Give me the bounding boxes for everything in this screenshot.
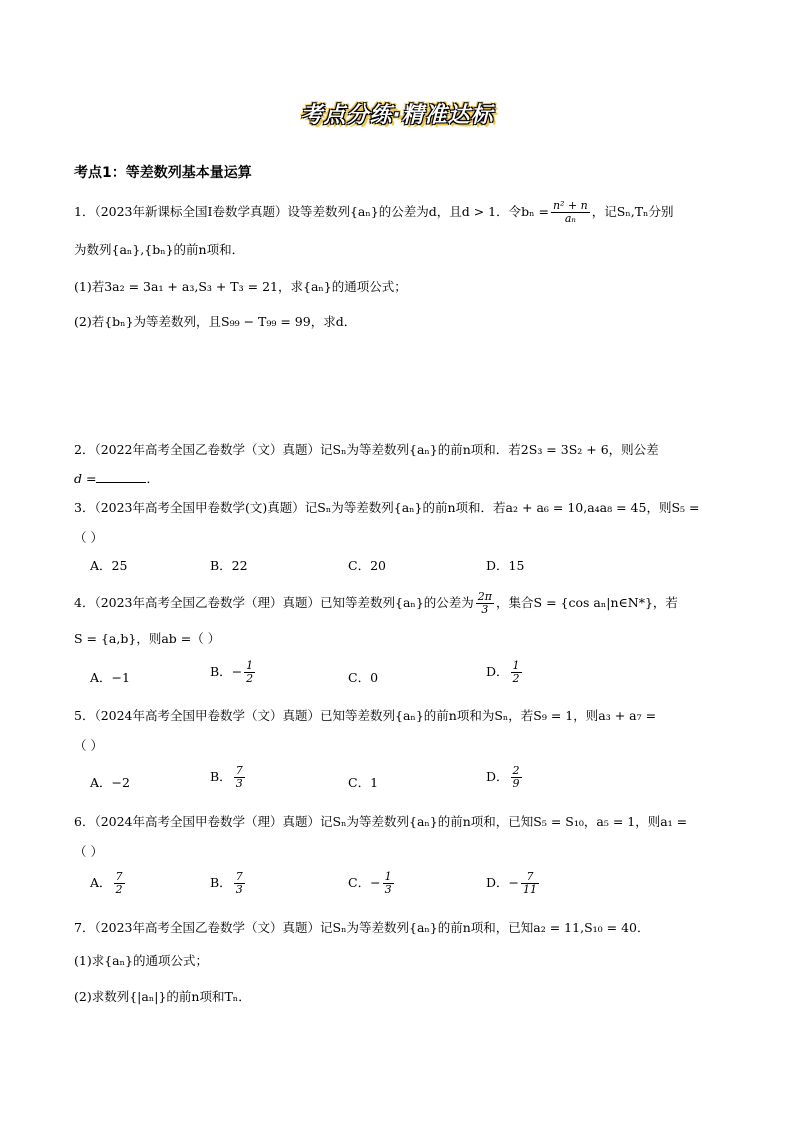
option-label: C． [348,875,371,890]
question-2-line-2 [74,470,734,488]
question-5-option-c[interactable] [348,774,378,792]
question-3-option-d[interactable]: D．15 [486,558,525,573]
fraction-numerator: 2π [477,590,493,603]
question-6-option-d[interactable] [486,871,541,896]
fraction-numerator: 1 [246,659,254,672]
question-3-option-c[interactable]: C．20 [348,558,386,573]
option-fraction [114,871,125,896]
question-1-text: 1．（2023年新课标全国Ⅰ卷数学真题）设等差数列{aₙ}的公差为d，且d > 1．令bₙ = [74,204,549,219]
question-5-option-a[interactable] [90,774,130,792]
fraction-numerator: 1 [384,870,392,883]
fraction-denominator: aₙ [564,212,576,225]
question-7-line-1: 7．（2023年高考全国乙卷数学（文）真题）记Sₙ为等差数列{aₙ}的前n项和，已知a₂ = 11,S₁₀ = 40． [74,920,650,935]
question-6-paren: （ ） [74,844,103,859]
option-value: −1 [111,670,130,685]
question-5-option-d[interactable] [486,765,524,790]
fraction-denominator: 11 [523,883,538,896]
option-label: B． [210,875,232,890]
fraction-numerator: 1 [512,659,520,672]
answer-blank[interactable] [96,470,146,483]
option-label: C． [348,670,371,685]
option-fraction [521,871,539,896]
question-5-option-b[interactable] [210,765,247,790]
fraction-denominator: 2 [246,672,254,685]
option-value: 0 [370,670,379,685]
option-sign: − [370,875,381,890]
question-1-fraction [551,200,590,225]
option-label: D． [486,664,509,679]
question-7-part-1: (1)求{aₙ}的通项公式； [74,953,208,968]
question-6-line-1: 6．（2024年高考全国甲卷数学（理）真题）记Sₙ为等差数列{aₙ}的前n项和，已知S₅ = S₁₀，a₅ = 1，则a₁ = [74,814,688,829]
fraction-denominator: 3 [235,883,243,896]
option-label: D． [486,769,509,784]
fraction-numerator: n² + n [552,199,588,212]
question-3-line-1: 3．（2023年高考全国甲卷数学(文)真题）记Sₙ为等差数列{aₙ}的前n项和．若a₂ + a₆ = 10,a₄a₈ = 45，则S₅ = [74,500,700,515]
fraction-numerator: 7 [235,764,243,777]
question-4-option-d[interactable] [486,660,524,685]
question-2-variable: d = [74,471,97,486]
question-2-line-1: 2．（2022年高考全国乙卷数学（文）真题）记Sₙ为等差数列{aₙ}的前n项和．若2S₃ = 3S₂ + 6，则公差 [74,442,659,457]
question-3-paren: （ ） [74,530,103,545]
option-fraction [511,660,522,685]
fraction-denominator: 3 [384,883,392,896]
question-1-line-2: 为数列{aₙ},{bₙ}的前n项和． [74,242,245,257]
fraction-denominator: 2 [512,672,520,685]
option-fraction [511,765,522,790]
fraction-denominator: 9 [512,777,520,790]
question-4-line-2: S = {a,b}，则ab =（ ） [74,631,221,646]
fraction-numerator: 2 [512,764,520,777]
fraction-numerator: 7 [521,871,539,884]
question-6-option-c[interactable] [348,871,396,896]
question-6-option-b[interactable] [210,871,247,896]
question-4-fraction [476,591,494,616]
question-3-option-a[interactable]: A．25 [90,558,128,573]
question-4-line-1 [74,591,734,616]
option-fraction [234,871,245,896]
option-sign: − [231,664,243,679]
option-fraction [244,660,255,685]
question-1-text-suffix: ，记Sₙ,Tₙ分别 [591,204,674,219]
option-label: A． [90,875,112,890]
fraction-denominator: 3 [481,603,489,616]
question-4-option-a[interactable] [90,669,130,687]
question-4-text: 4．（2023年高考全国乙卷数学（理）真题）已知等差数列{aₙ}的公差为 [74,595,474,610]
question-4-option-c[interactable] [348,669,378,687]
option-label: B． [210,769,232,784]
option-value: 1 [370,775,379,790]
fraction-numerator: 7 [115,870,123,883]
question-4-text-suffix: ，集合S = {cos aₙ|n∈N*}，若 [496,595,678,610]
question-2-period: ． [146,471,159,486]
option-label: C． [348,775,371,790]
question-1-part-2: (2)若{bₙ}为等差数列，且S₉₉ − T₉₉ = 99，求d． [74,314,357,329]
question-1-part-1: (1)若3a₂ = 3a₁ + a₃,S₃ + T₃ = 21，求{aₙ}的通项公式； [74,279,407,294]
question-5-paren: （ ） [74,738,103,753]
question-3-option-b[interactable]: B．22 [210,558,248,573]
question-5-line-1: 5．（2024年高考全国甲卷数学（文）真题）已知等差数列{aₙ}的前n项和为Sₙ，若S₉ = 1，则a₃ + a₇ = [74,708,657,723]
fraction-numerator: 7 [235,870,243,883]
option-value: −2 [111,775,130,790]
option-label: D． [486,875,509,890]
question-6-option-a[interactable] [90,871,127,896]
option-fraction [383,871,394,896]
option-label: A． [90,775,112,790]
question-7-part-2: (2)求数列{|aₙ|}的前n项和Tₙ． [74,989,251,1004]
question-4-option-b[interactable] [210,660,257,685]
fraction-denominator: 2 [115,883,123,896]
question-1-line-1 [74,200,734,225]
option-sign: − [508,875,520,890]
fraction-denominator: 3 [235,777,243,790]
option-label: A． [90,670,112,685]
option-fraction [234,765,245,790]
section-heading: 考点1：等差数列基本量运算 [74,165,252,181]
option-label: B． [210,664,232,679]
page-title: 考点分练·精准达标 [300,103,494,128]
